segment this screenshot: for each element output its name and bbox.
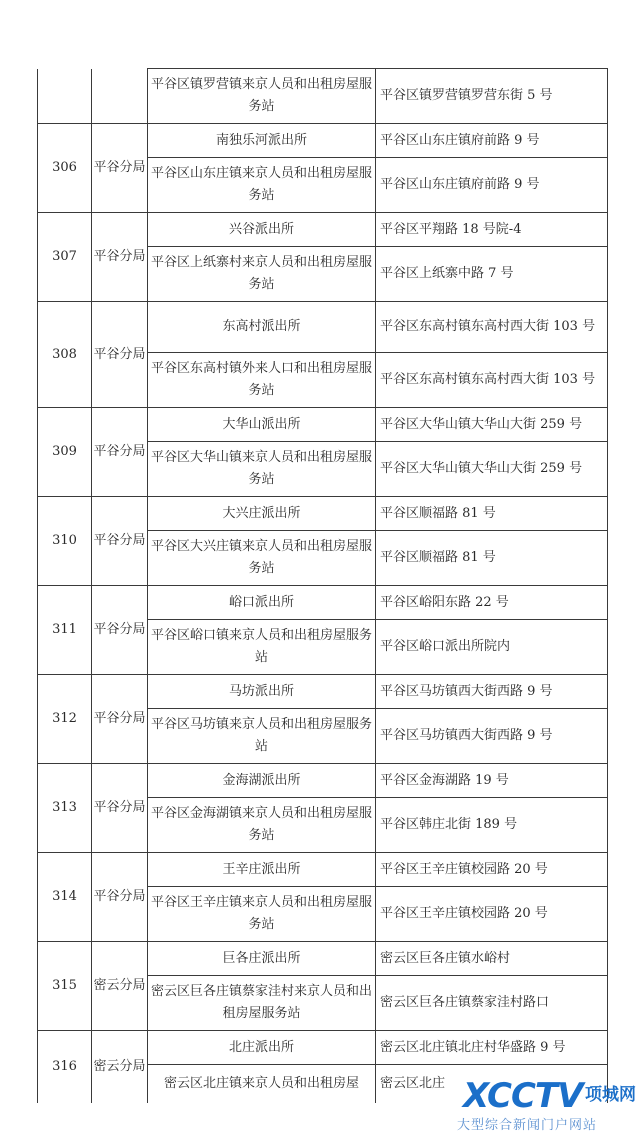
address-cell: 平谷区东高村镇东高村西大街 103 号 bbox=[376, 302, 608, 353]
address-cell: 平谷区平翔路 18 号院-4 bbox=[376, 213, 608, 247]
address-cell: 平谷区东高村镇东高村西大街 103 号 bbox=[376, 353, 608, 408]
row-number-cell: 307 bbox=[38, 213, 92, 302]
bureau-cell: 平谷分局 bbox=[92, 586, 148, 675]
row-number-cell: 312 bbox=[38, 675, 92, 764]
row-number-cell: 315 bbox=[38, 942, 92, 1031]
station-name-cell: 平谷区峪口镇来京人员和出租房屋服务站 bbox=[148, 620, 376, 675]
address-cell: 平谷区大华山镇大华山大街 259 号 bbox=[376, 442, 608, 497]
row-number-cell: 308 bbox=[38, 302, 92, 408]
address-cell: 平谷区镇罗营镇罗营东街 5 号 bbox=[376, 69, 608, 124]
station-name-cell: 南独乐河派出所 bbox=[148, 124, 376, 158]
station-name-cell: 金海湖派出所 bbox=[148, 764, 376, 798]
address-cell: 平谷区顺福路 81 号 bbox=[376, 497, 608, 531]
address-cell: 平谷区马坊镇西大街西路 9 号 bbox=[376, 675, 608, 709]
table-row bbox=[38, 586, 608, 620]
row-number-cell: 306 bbox=[38, 124, 92, 213]
table-row bbox=[38, 497, 608, 531]
address-cell: 平谷区山东庄镇府前路 9 号 bbox=[376, 158, 608, 213]
row-number-cell: 316 bbox=[38, 1031, 92, 1103]
table-row bbox=[38, 302, 608, 353]
address-cell: 平谷区顺福路 81 号 bbox=[376, 531, 608, 586]
address-cell: 平谷区王辛庄镇校园路 20 号 bbox=[376, 887, 608, 942]
bureau-cell: 密云分局 bbox=[92, 942, 148, 1031]
station-name-cell: 平谷区山东庄镇来京人员和出租房屋服务站 bbox=[148, 158, 376, 213]
bureau-cell: 平谷分局 bbox=[92, 213, 148, 302]
station-name-cell: 密云区北庄镇来京人员和出租房屋 bbox=[148, 1065, 376, 1103]
address-cell: 平谷区峪阳东路 22 号 bbox=[376, 586, 608, 620]
station-name-cell: 平谷区金海湖镇来京人员和出租房屋服务站 bbox=[148, 798, 376, 853]
bureau-cell: 平谷分局 bbox=[92, 302, 148, 408]
address-cell: 平谷区山东庄镇府前路 9 号 bbox=[376, 124, 608, 158]
station-name-cell: 平谷区东高村镇外来人口和出租房屋服务站 bbox=[148, 353, 376, 408]
bureau-cell: 平谷分局 bbox=[92, 408, 148, 497]
address-cell: 密云区巨各庄镇水峪村 bbox=[376, 942, 608, 976]
table-row bbox=[38, 408, 608, 442]
station-name-cell: 大华山派出所 bbox=[148, 408, 376, 442]
table-row bbox=[38, 124, 608, 158]
station-name-cell: 王辛庄派出所 bbox=[148, 853, 376, 887]
station-name-cell: 兴谷派出所 bbox=[148, 213, 376, 247]
station-name-cell: 大兴庄派出所 bbox=[148, 497, 376, 531]
address-cell: 平谷区上纸寨中路 7 号 bbox=[376, 247, 608, 302]
station-name-cell: 马坊派出所 bbox=[148, 675, 376, 709]
table-row bbox=[38, 942, 608, 976]
bureau-cell: 平谷分局 bbox=[92, 853, 148, 942]
station-name-cell: 平谷区大华山镇来京人员和出租房屋服务站 bbox=[148, 442, 376, 497]
row-number-cell: 309 bbox=[38, 408, 92, 497]
watermark-site-name: 项城网 bbox=[585, 1085, 636, 1105]
station-name-cell: 平谷区大兴庄镇来京人员和出租房屋服务站 bbox=[148, 531, 376, 586]
address-cell: 平谷区马坊镇西大街西路 9 号 bbox=[376, 709, 608, 764]
table-row bbox=[38, 1031, 608, 1065]
station-name-cell: 北庄派出所 bbox=[148, 1031, 376, 1065]
address-cell: 平谷区韩庄北街 189 号 bbox=[376, 798, 608, 853]
row-number-cell: 313 bbox=[38, 764, 92, 853]
row-number-cell: 310 bbox=[38, 497, 92, 586]
police-station-table bbox=[37, 68, 608, 1103]
address-cell: 平谷区金海湖路 19 号 bbox=[376, 764, 608, 798]
station-name-cell: 平谷区上纸寨村来京人员和出租房屋服务站 bbox=[148, 247, 376, 302]
bureau-cell: 平谷分局 bbox=[92, 675, 148, 764]
bureau-cell: 密云分局 bbox=[92, 1031, 148, 1103]
watermark-logo: XCCTV bbox=[463, 1076, 583, 1116]
table-row bbox=[38, 853, 608, 887]
site-watermark bbox=[455, 1072, 640, 1138]
table-row bbox=[38, 69, 608, 124]
watermark-tagline: 大型综合新闻门户网站 bbox=[457, 1118, 598, 1133]
table-row bbox=[38, 675, 608, 709]
address-cell: 平谷区王辛庄镇校园路 20 号 bbox=[376, 853, 608, 887]
row-number-cell: 311 bbox=[38, 586, 92, 675]
address-cell: 密云区北庄镇北庄村华盛路 9 号 bbox=[376, 1031, 608, 1065]
address-cell: 密云区北庄 bbox=[376, 1065, 608, 1103]
station-name-cell: 东高村派出所 bbox=[148, 302, 376, 353]
address-cell: 密云区巨各庄镇蔡家洼村路口 bbox=[376, 976, 608, 1031]
station-name-cell: 巨各庄派出所 bbox=[148, 942, 376, 976]
station-name-cell: 平谷区镇罗营镇来京人员和出租房屋服务站 bbox=[148, 69, 376, 124]
row-number-cell: 314 bbox=[38, 853, 92, 942]
station-name-cell: 密云区巨各庄镇蔡家洼村来京人员和出租房屋服务站 bbox=[148, 976, 376, 1031]
station-name-cell: 平谷区王辛庄镇来京人员和出租房屋服务站 bbox=[148, 887, 376, 942]
bureau-cell bbox=[92, 69, 148, 124]
table-row bbox=[38, 213, 608, 247]
station-name-cell: 峪口派出所 bbox=[148, 586, 376, 620]
address-cell: 平谷区峪口派出所院内 bbox=[376, 620, 608, 675]
bureau-cell: 平谷分局 bbox=[92, 764, 148, 853]
address-cell: 平谷区大华山镇大华山大街 259 号 bbox=[376, 408, 608, 442]
bureau-cell: 平谷分局 bbox=[92, 124, 148, 213]
station-name-cell: 平谷区马坊镇来京人员和出租房屋服务站 bbox=[148, 709, 376, 764]
bureau-cell: 平谷分局 bbox=[92, 497, 148, 586]
table-body bbox=[38, 69, 608, 1103]
row-number-cell bbox=[38, 69, 92, 124]
table-row bbox=[38, 764, 608, 798]
